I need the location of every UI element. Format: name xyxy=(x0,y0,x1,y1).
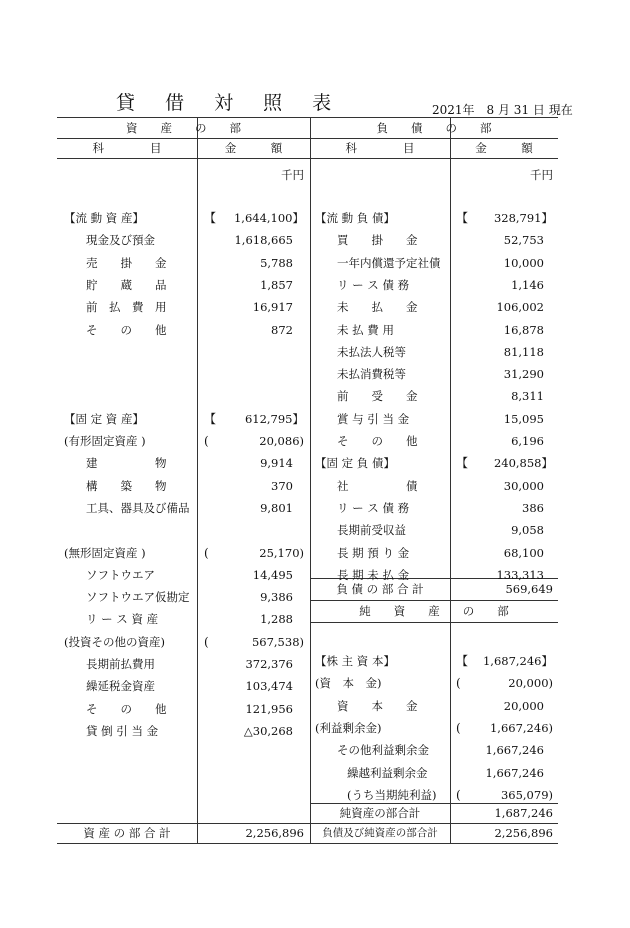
liability-item-amount: 31,290 xyxy=(503,367,544,382)
assets-col-item-header: 科 目 xyxy=(92,141,162,155)
liability-item-label: 未払法人税等 xyxy=(337,344,406,359)
asset-item-amount: 567,538) xyxy=(251,634,304,649)
net-asset-item-amount: 1,667,246 xyxy=(485,765,544,780)
asset-item-amount: 1,618,665 xyxy=(234,233,293,248)
asset-item-amount: 372,376 xyxy=(245,657,293,671)
liability-item-label: 長 期 預 り 金 xyxy=(337,545,410,560)
asset-item-label: (無形固定資産 ) xyxy=(64,545,146,560)
liability-item-amount: 68,100 xyxy=(503,545,544,560)
net-asset-item-label: (利益剰余金) xyxy=(315,720,382,735)
liability-item-bracket: 【 xyxy=(456,211,469,225)
liability-item-amount: 240,858】 xyxy=(493,456,553,471)
liability-item-amount: 9,058 xyxy=(511,523,544,538)
liability-item-label: 買 掛 金 xyxy=(337,233,418,248)
asset-item-label: 【流 動 資 産】 xyxy=(64,211,144,225)
liability-item-bracket: 【 xyxy=(456,456,469,471)
row-divider xyxy=(57,158,558,159)
net-asset-item-amount: 20,000) xyxy=(508,676,553,691)
net-asset-item-amount: 365,079) xyxy=(500,787,553,802)
asset-item-amount: 1,857 xyxy=(260,277,293,292)
row-divider xyxy=(310,803,558,804)
net-asset-item-label: 資 本 金 xyxy=(337,698,418,713)
liability-item-label: 未払消費税等 xyxy=(337,367,406,382)
asset-item-label: 工具、器具及び備品 xyxy=(86,500,190,515)
liability-item-amount: 133,313 xyxy=(496,567,544,582)
col-divider xyxy=(450,118,451,843)
net-asset-item-label: (資 本 金) xyxy=(315,676,382,691)
liability-item-amount: 386 xyxy=(522,500,544,515)
asset-item-bracket: 【 xyxy=(204,211,217,225)
asset-item-label: 構 築 物 xyxy=(86,478,167,493)
liability-item-amount: 30,000 xyxy=(503,478,544,493)
grand-total-amount: 2,256,896 xyxy=(494,826,553,840)
asset-item-amount: 103,474 xyxy=(245,679,293,694)
liability-item-label: 長期前受収益 xyxy=(337,523,406,538)
asset-item-amount: 872 xyxy=(271,322,293,337)
asset-item-label: そ の 他 xyxy=(86,322,167,337)
asset-item-label: 売 掛 金 xyxy=(86,255,167,270)
asset-item-label: 建 物 xyxy=(86,456,167,471)
liability-item-label: 【固 定 負 債】 xyxy=(315,456,395,471)
liability-item-label: 一年内償還予定社債 xyxy=(337,255,441,270)
liability-item-label: 未 払 費 用 xyxy=(337,322,394,337)
asset-item-amount: 1,644,100】 xyxy=(233,211,304,225)
net-assets-section-header: 純 資 産 の 部 xyxy=(359,604,509,618)
liability-item-amount: 1,146 xyxy=(511,277,544,292)
liabilities-col-amount-header: 金 額 xyxy=(475,141,533,155)
asset-item-amount: 20,086) xyxy=(259,434,304,448)
asset-item-bracket: ( xyxy=(204,434,209,448)
asset-item-label: ソフトウエア仮勘定 xyxy=(86,590,190,605)
assets-section-header: 資 産 の 部 xyxy=(126,121,241,135)
asset-item-amount: 9,914 xyxy=(260,456,293,471)
asset-item-bracket: ( xyxy=(204,545,209,560)
liability-item-amount: 6,196 xyxy=(511,434,544,448)
asset-item-label: ソフトウエア xyxy=(86,567,155,582)
asset-item-amount: 9,801 xyxy=(260,500,293,515)
asset-item-label: (有形固定資産 ) xyxy=(64,434,146,448)
asset-item-label: 貸 倒 引 当 金 xyxy=(86,723,159,738)
assets-total-amount: 2,256,896 xyxy=(245,826,304,840)
asset-item-amount: 370 xyxy=(271,478,293,493)
row-divider xyxy=(57,823,558,824)
liability-item-label: 前 受 金 xyxy=(337,389,418,404)
grand-total-label: 負債及び純資産の部合計 xyxy=(322,827,438,839)
asset-item-label: 繰延税金資産 xyxy=(86,679,155,694)
asset-item-amount: 1,288 xyxy=(260,612,293,627)
asset-item-label: 長期前払費用 xyxy=(86,657,155,671)
net-asset-item-label: 【株 主 資 本】 xyxy=(315,654,395,668)
asset-item-bracket: ( xyxy=(204,634,209,649)
assets-unit: 千円 xyxy=(281,168,304,182)
as-of-date: 2021年 8 月 31 日 現在 xyxy=(432,103,573,117)
net-asset-item-amount: 1,687,246】 xyxy=(482,654,553,668)
liabilities-total-amount: 569,649 xyxy=(505,582,553,596)
row-divider xyxy=(310,622,558,623)
asset-item-amount: 16,917 xyxy=(252,300,293,315)
liability-item-label: 賞 与 引 当 金 xyxy=(337,411,410,426)
document-title: 貸 借 対 照 表 xyxy=(116,92,344,114)
col-divider-center xyxy=(310,118,311,843)
asset-item-label: 前 払 費 用 xyxy=(86,300,167,315)
liabilities-unit: 千円 xyxy=(530,168,553,182)
net-asset-item-amount: 1,667,246 xyxy=(485,743,544,758)
net-asset-item-bracket: ( xyxy=(456,720,461,735)
assets-total-label: 資 産 の 部 合 計 xyxy=(83,826,171,840)
net-assets-total-label: 純資産の部合計 xyxy=(339,806,421,820)
liability-item-label: 長 期 未 払 金 xyxy=(337,567,410,582)
liability-item-label: 【流 動 負 債】 xyxy=(315,211,395,225)
asset-item-amount: 5,788 xyxy=(260,255,293,270)
asset-item-amount: 121,956 xyxy=(245,701,293,716)
row-divider xyxy=(57,138,558,139)
liability-item-label: 未 払 金 xyxy=(337,300,418,315)
liability-item-amount: 8,311 xyxy=(511,389,544,404)
asset-item-label: 【固 定 資 産】 xyxy=(64,411,144,426)
liabilities-total-label: 負 債 の 部 合 計 xyxy=(336,582,424,596)
asset-item-label: リ ー ス 資 産 xyxy=(86,612,159,627)
liability-item-amount: 328,791】 xyxy=(493,211,553,225)
asset-item-label: 貯 蔵 品 xyxy=(86,277,167,292)
col-divider xyxy=(197,118,198,843)
net-asset-item-label: 繰越利益剰余金 xyxy=(347,765,428,780)
asset-item-amount: 9,386 xyxy=(260,590,293,605)
asset-item-amount: 14,495 xyxy=(252,567,293,582)
liability-item-amount: 81,118 xyxy=(503,344,544,359)
net-asset-item-amount: 20,000 xyxy=(503,698,544,713)
asset-item-amount: 25,170) xyxy=(259,545,304,560)
liability-item-amount: 52,753 xyxy=(503,233,544,248)
net-assets-total-amount: 1,687,246 xyxy=(494,806,553,820)
asset-item-label: そ の 他 xyxy=(86,701,167,716)
net-asset-item-bracket: ( xyxy=(456,787,461,802)
asset-item-label: (投資その他の資産) xyxy=(64,634,165,649)
balance-sheet xyxy=(57,117,558,844)
assets-col-amount-header: 金 額 xyxy=(224,141,283,155)
asset-item-label: 現金及び預金 xyxy=(86,233,155,248)
liability-item-amount: 106,002 xyxy=(496,300,544,315)
asset-item-bracket: 【 xyxy=(204,411,217,426)
liability-item-amount: 16,878 xyxy=(503,322,544,337)
liability-item-label: リ ー ス 債 務 xyxy=(337,277,410,292)
net-asset-item-bracket: ( xyxy=(456,676,461,691)
liability-item-label: 社 債 xyxy=(337,478,418,493)
liabilities-col-item-header: 科 目 xyxy=(345,141,415,155)
asset-item-amount: △30,268 xyxy=(243,723,293,738)
liability-item-amount: 10,000 xyxy=(503,255,544,270)
net-asset-item-label: その他利益剰余金 xyxy=(337,743,429,758)
liabilities-section-header: 負 債 の 部 xyxy=(376,121,492,135)
net-asset-item-bracket: 【 xyxy=(456,654,469,668)
net-asset-item-amount: 1,667,246) xyxy=(489,720,553,735)
liability-item-amount: 15,095 xyxy=(503,411,544,426)
net-asset-item-label: (うち当期純利益) xyxy=(347,787,437,802)
row-divider xyxy=(310,600,558,601)
liability-item-label: そ の 他 xyxy=(337,434,418,448)
asset-item-amount: 612,795】 xyxy=(244,411,304,426)
liability-item-label: リ ー ス 債 務 xyxy=(337,500,410,515)
